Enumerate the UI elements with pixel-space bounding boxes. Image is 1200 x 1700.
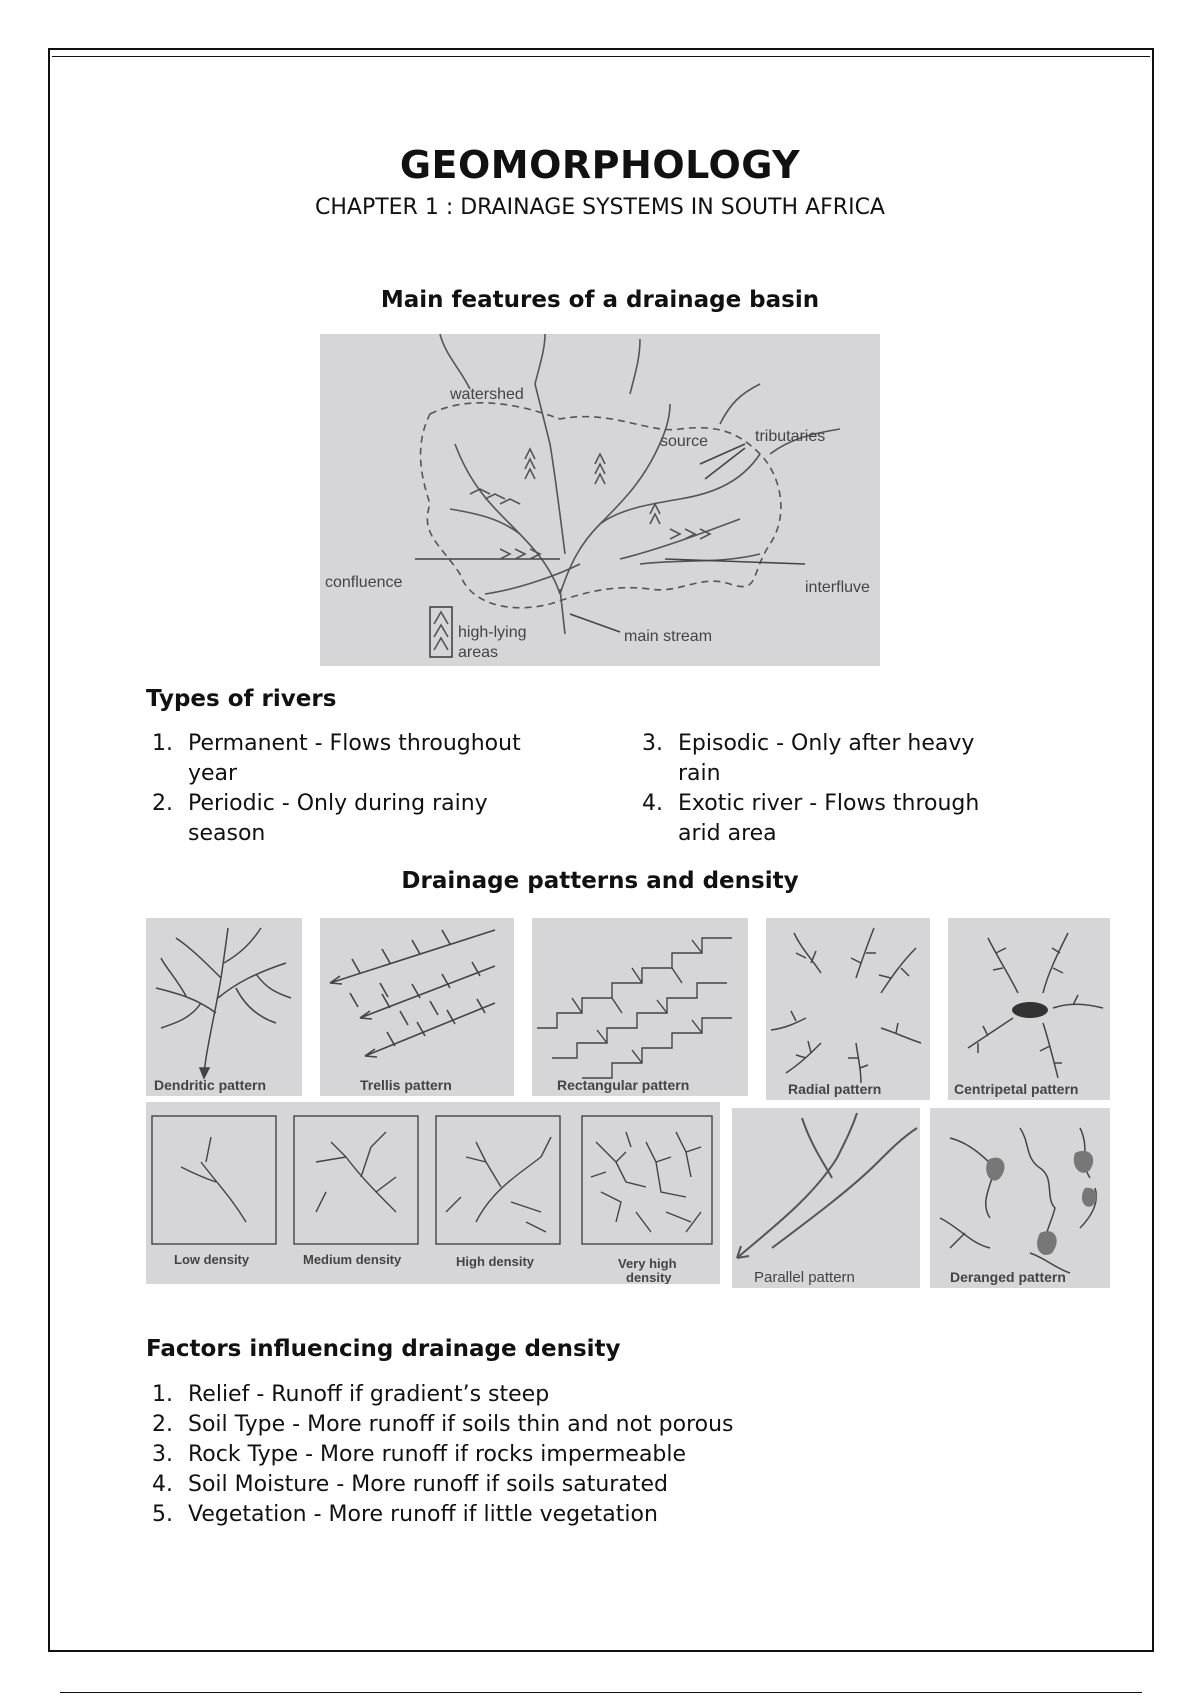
label-main-stream: main stream bbox=[624, 628, 713, 645]
rectangular-pattern-figure bbox=[532, 918, 748, 1096]
caption-deranged: Deranged pattern bbox=[950, 1269, 1066, 1285]
caption-dendritic: Dendritic pattern bbox=[154, 1077, 267, 1093]
label-watershed: watershed bbox=[450, 386, 524, 403]
caption-radial: Radial pattern bbox=[788, 1081, 882, 1097]
list-item: 3. Rock Type - More runoff if rocks impermeable bbox=[152, 1442, 687, 1467]
list-item: 5. Vegetation - More runoff if little vegetation bbox=[152, 1502, 658, 1527]
label-areas: areas bbox=[458, 644, 499, 661]
caption-parallel: Parallel pattern bbox=[754, 1269, 855, 1286]
list-item: 3. Episodic - Only after heavy rain bbox=[642, 731, 975, 786]
caption-high-density: High density bbox=[456, 1254, 535, 1269]
drainage-basin-figure bbox=[320, 334, 880, 666]
factors-heading: Factors influencing drainage density bbox=[146, 1336, 621, 1362]
trellis-pattern-figure bbox=[320, 918, 514, 1096]
list-item: 1. Permanent - Flows throughout year bbox=[152, 731, 521, 786]
bottom-rule bbox=[60, 1692, 1142, 1693]
caption-centripetal: Centripetal pattern bbox=[954, 1081, 1079, 1097]
patterns-heading: Drainage patterns and density bbox=[401, 868, 799, 894]
parallel-pattern-figure bbox=[732, 1108, 920, 1288]
rivers-list-left bbox=[146, 729, 616, 849]
label-source: source bbox=[660, 433, 709, 450]
caption-low-density: Low density bbox=[174, 1252, 250, 1267]
chapter-subtitle: CHAPTER 1 : DRAINAGE SYSTEMS IN SOUTH AFRICA bbox=[314, 195, 885, 220]
deranged-pattern-figure bbox=[930, 1108, 1110, 1288]
frame-inner-rule bbox=[52, 56, 1150, 57]
dendritic-pattern-figure bbox=[146, 918, 302, 1096]
caption-rectangular: Rectangular pattern bbox=[557, 1077, 690, 1093]
caption-medium-density: Medium density bbox=[303, 1252, 402, 1267]
drainage-basin-diagram bbox=[320, 334, 880, 666]
list-item: 4. Soil Moisture - More runoff if soils saturated bbox=[152, 1472, 668, 1497]
list-item: 2. Soil Type - More runoff if soils thin and not porous bbox=[152, 1412, 734, 1437]
rivers-list-right bbox=[636, 729, 1076, 849]
caption-trellis: Trellis pattern bbox=[360, 1077, 452, 1093]
factors-list bbox=[146, 1380, 1046, 1530]
radial-pattern-figure bbox=[766, 918, 930, 1100]
list-item: 4. Exotic river - Flows through arid area bbox=[642, 791, 980, 846]
rivers-heading: Types of rivers bbox=[146, 686, 337, 712]
caption-very-high: Very high bbox=[618, 1256, 677, 1271]
caption-density: density bbox=[626, 1270, 672, 1284]
centripetal-pattern-figure bbox=[948, 918, 1110, 1100]
basin-heading: Main features of a drainage basin bbox=[380, 287, 820, 313]
label-confluence: confluence bbox=[325, 574, 403, 591]
density-figure bbox=[146, 1102, 720, 1284]
list-item: 2. Periodic - Only during rainy season bbox=[152, 791, 488, 846]
label-interfluve: interfluve bbox=[805, 579, 870, 596]
label-high-lying: high-lying bbox=[458, 624, 527, 641]
label-tributaries: tributaries bbox=[755, 428, 826, 445]
list-item: 1. Relief - Runoff if gradient’s steep bbox=[152, 1382, 550, 1407]
page-title: GEOMORPHOLOGY bbox=[399, 143, 801, 187]
